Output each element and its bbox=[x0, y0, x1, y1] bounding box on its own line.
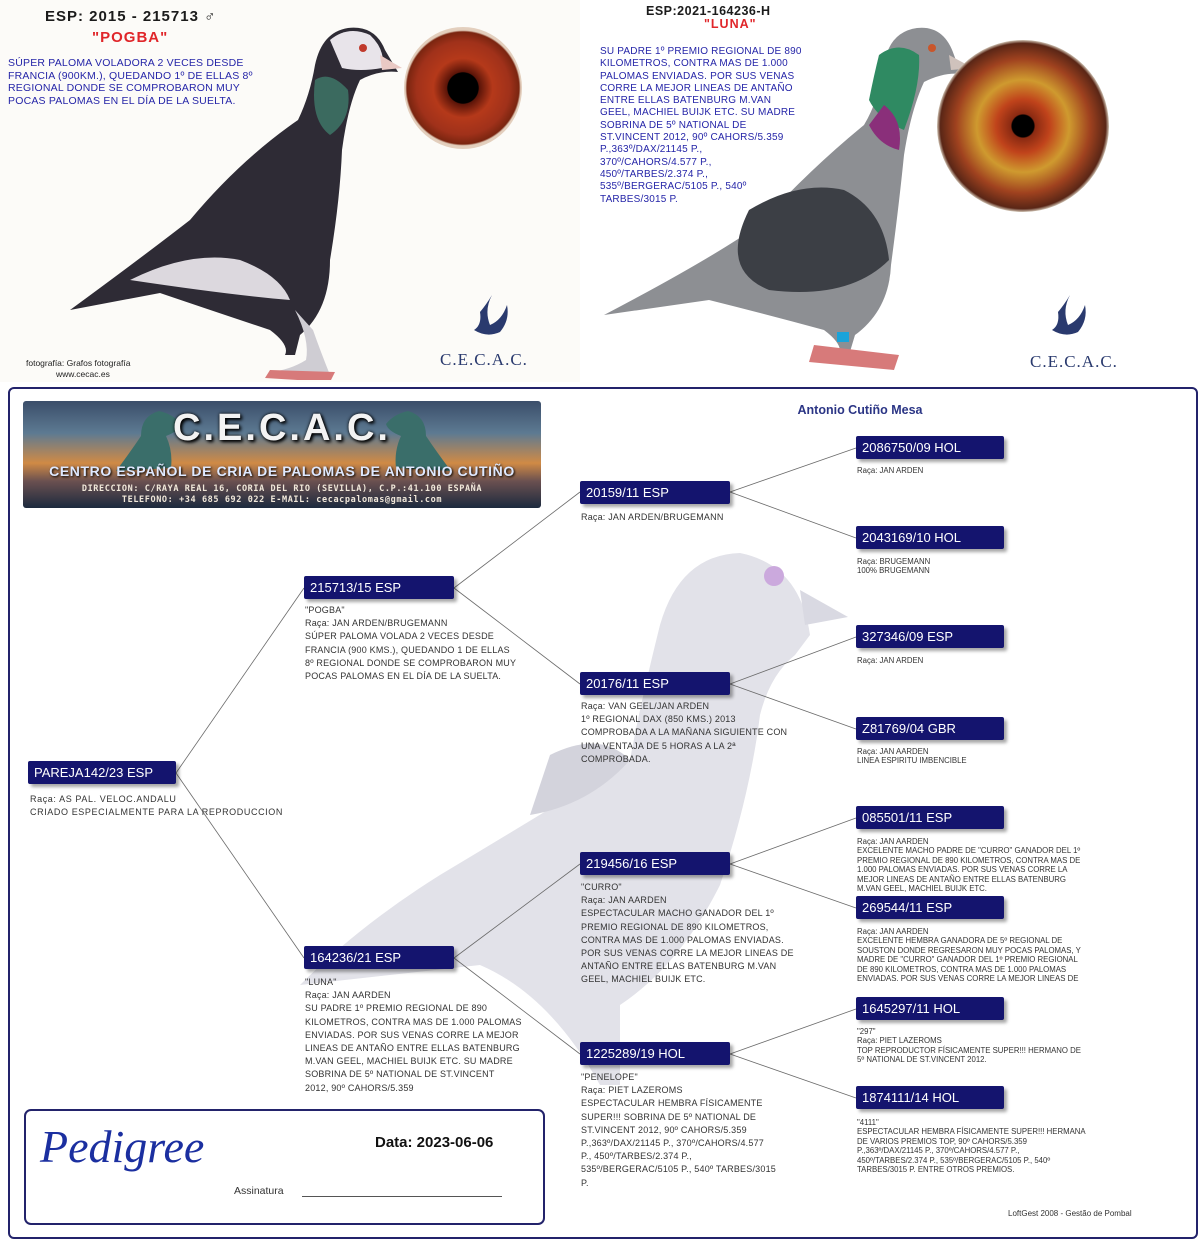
photo-credit-url: www.cecac.es bbox=[56, 369, 110, 379]
sire-ring[interactable]: 215713/15 ESP bbox=[304, 576, 454, 599]
sss-ring[interactable]: 2086750/09 HOL bbox=[856, 436, 1004, 459]
luna-description: SU PADRE 1º PREMIO REGIONAL DE 890 KILOMETROS, CONTRA MAS DE 1.000 PALOMAS ENVIADAS. POR SUS VENAS CORRE LA MEJOR LINEAS DE ANTAÑO ENTRE ELLAS BATENBURG M.VAN GEEL, MACHIEL BUIJK ETC. SU MADRE SOBRINA DE 5º NATIONAL DE ST.VINCENT 2012, 90º CAHORS/5.359 P.,363º/DAX/21145 P., 370º/CAHORS/4.577 P., 450º/TARBES/2.374 P., 535º/BERGERAC/5105 P., 540º TARBES/3015 P. bbox=[600, 46, 802, 205]
dds-ring[interactable]: 1645297/11 HOL bbox=[856, 997, 1004, 1020]
sire-sire-notes: Raça: JAN ARDEN/BRUGEMANN bbox=[581, 512, 724, 522]
sds-notes: Raça: JAN ARDEN bbox=[857, 656, 924, 665]
dds-notes: "297" Raça: PIET LAZEROMS TOP REPRODUCTOR FÍSICAMENTE SUPER!!! HERMANO DE 5º NATIONAL DE ST.VINCENT 2012. bbox=[857, 1027, 1081, 1065]
sire-dam-ring[interactable]: 20176/11 ESP bbox=[580, 672, 730, 695]
sds-ring[interactable]: 327346/09 ESP bbox=[856, 625, 1004, 648]
luna-name: "LUNA" bbox=[704, 17, 757, 31]
pogba-ring: ESP: 2015 - 215713 ♂ bbox=[45, 8, 217, 25]
dsd-notes: Raça: JAN AARDEN EXCELENTE HEMBRA GANADORA DE 5º REGIONAL DE SOUSTON DONDE REGRESARON MUY POCAS PALOMAS, Y MADRE DE "CURRO" GANADOR DEL 1º PREMIO REGIONAL DE 890 KILOMETROS, CONTRA MAS DE 1.000 PALOMAS ENVIADAS. POR SUS VENAS CORRE LA MEJOR LINEAS DE bbox=[857, 927, 1081, 984]
photo-credit: fotografía: Grafos fotografía bbox=[26, 358, 131, 368]
ssd-ring[interactable]: 2043169/10 HOL bbox=[856, 526, 1004, 549]
subject-ring[interactable]: PAREJA142/23 ESP bbox=[28, 761, 176, 784]
dam-notes: "LUNA" Raça: JAN AARDEN SU PADRE 1º PREMIO REGIONAL DE 890 KILOMETROS, CONTRA MAS DE 1.000 PALOMAS ENVIADAS. POR SUS VENAS CORRE LA MEJOR LINEAS DE ANTAÑO ENTRE ELLAS BATENBURG M.VAN GEEL, MACHIEL BUIJK ETC. SU MADRE SOBRINA DE 5º NATIONAL DE ST.VINCENT 2012, 90º CAHORS/5.359 bbox=[305, 977, 522, 1093]
luna-ring: ESP:2021-164236-H bbox=[646, 4, 771, 18]
pogba-name: "POGBA" bbox=[92, 29, 169, 46]
sire-notes: "POGBA" Raça: JAN ARDEN/BRUGEMANN SÚPER PALOMA VOLADA 2 VECES DESDE FRANCIA (900 KMS.), QUEDANDO 1 DE ELLAS 8º REGIONAL DONDE SE COMPROBARON MUY POCAS PALOMAS EN EL DÍA DE LA SUELTA. bbox=[305, 605, 517, 682]
ddd-ring[interactable]: 1874111/14 HOL bbox=[856, 1086, 1004, 1109]
banner-subtitle: CENTRO ESPAÑOL DE CRIA DE PALOMAS DE ANTONIO CUTIÑO bbox=[49, 463, 515, 479]
signature-line[interactable] bbox=[302, 1196, 502, 1197]
dam-dam-ring[interactable]: 1225289/19 HOL bbox=[580, 1042, 730, 1065]
dam-ring[interactable]: 164236/21 ESP bbox=[304, 946, 454, 969]
sdd-notes: Raça: JAN AARDEN LINEA ESPIRITU IMBENCIBLE bbox=[857, 747, 967, 766]
dam-sire-notes: "CURRO" Raça: JAN AARDEN ESPECTACULAR MACHO GANADOR DEL 1º PREMIO REGIONAL DE 890 KILOMETROS, CONTRA MAS DE 1.000 PALOMAS ENVIADAS. POR SUS VENAS CORRE LA MEJOR LINEAS DE ANTAÑO ENTRE ELLAS BATENBURG M.VAN GEEL, MACHIEL BUIJK ETC. bbox=[581, 882, 794, 985]
software-footer: LoftGest 2008 - Gestão de Pombal bbox=[1008, 1209, 1132, 1218]
dsd-ring[interactable]: 269544/11 ESP bbox=[856, 896, 1004, 919]
sire-dam-notes: Raça: VAN GEEL/JAN ARDEN 1º REGIONAL DAX (850 KMS.) 2013 COMPROBADA A LA MAÑANA SIGUIENTE CON UNA VENTAJA DE 5 HORAS A LA 2ª COMPROBADA. bbox=[581, 701, 788, 764]
cecac-logo-text: C.E.C.A.C. bbox=[440, 350, 528, 369]
banner-title: C.E.C.A.C. bbox=[173, 407, 391, 449]
banner-address: DIRECCION: C/RAYA REAL 16, CORIA DEL RIO (SEVILLA), C.P.:41.100 ESPAÑA bbox=[81, 484, 483, 494]
subject-notes: Raça: AS PAL. VELOC.ANDALU CRIADO ESPECIALMENTE PARA LA REPRODUCCION bbox=[30, 794, 283, 818]
dss-notes: Raça: JAN AARDEN EXCELENTE MACHO PADRE DE "CURRO" GANADOR DEL 1º PREMIO REGIONAL DE 890 KILOMETROS, CONTRA MAS DE 1.000 PALOMAS ENVIADAS. POR SUS VENAS CORRE LA MEJOR LINEAS DE ANTAÑO ENTRE ELLAS BATENBURG M.VAN GEEL, MACHIEL BUIJK ETC. bbox=[857, 837, 1081, 894]
sss-notes: Raça: JAN ARDEN bbox=[857, 466, 924, 475]
dam-dam-notes: "PENELOPE" Raça: PIET LAZEROMS ESPECTACULAR HEMBRA FÍSICAMENTE SUPER!!! SOBRINA DE 5º NATIONAL DE ST.VINCENT 2012, 90º CAHORS/5.359 P.,363º/DAX/21145 P., 370º/CAHORS/4.577 P., 450º/TARBES/2.374 P., 535º/BERGERAC/5105 P., 540º TARBES/3015 P. bbox=[581, 1072, 776, 1188]
pedigree-title: Pedigree bbox=[40, 1121, 205, 1172]
sdd-ring[interactable]: Z81769/04 GBR bbox=[856, 717, 1004, 740]
signature-label: Assinatura bbox=[234, 1185, 284, 1197]
banner-contact: TELEFONO: +34 685 692 022 E-MAIL: cecacpalomas@gmail.com bbox=[121, 495, 443, 505]
pedigree-date: Data: 2023-06-06 bbox=[375, 1134, 494, 1151]
ddd-notes: "4111" ESPECTACULAR HEMBRA FÍSICAMENTE SUPER!!! HERMANA DE VARIOS PREMIOS TOP, 90º CAHORS/5.359 P.,363º/DAX/21145 P., 370º/CAHORS/4.577 P., 450º/TARBES/2.374 P., 535º/BERGERAC/5105 P., 540º TARBES/3015 P. ENTRE OTROS PREMIOS. bbox=[857, 1118, 1086, 1175]
ssd-notes: Raça: BRUGEMANN 100% BRUGEMANN bbox=[857, 557, 931, 576]
sire-sire-ring[interactable]: 20159/11 ESP bbox=[580, 481, 730, 504]
dss-ring[interactable]: 085501/11 ESP bbox=[856, 806, 1004, 829]
pogba-description: SÚPER PALOMA VOLADORA 2 VECES DESDE FRANCIA (900KM.), QUEDANDO 1º DE ELLAS 8º REGIONAL DONDE SE COMPROBARON MUY POCAS PALOMAS EN EL DÍA DE LA SUELTA. bbox=[8, 57, 253, 107]
breeder-name: Antonio Cutiño Mesa bbox=[797, 403, 923, 417]
dam-sire-ring[interactable]: 219456/16 ESP bbox=[580, 852, 730, 875]
cecac-logo-text-2: C.E.C.A.C. bbox=[1030, 352, 1118, 371]
